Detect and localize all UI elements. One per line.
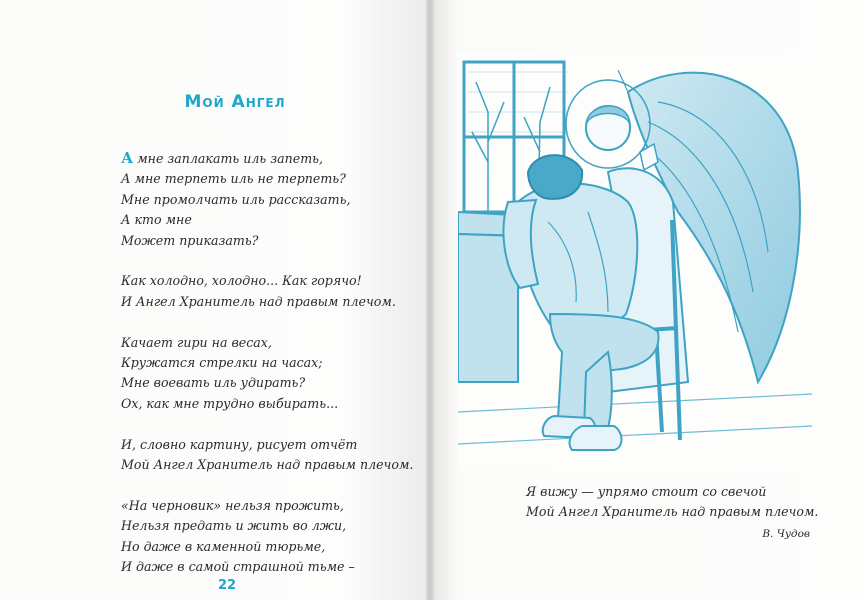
book-gutter [426, 0, 434, 600]
drop-cap: А [121, 149, 134, 167]
stanza-5 [121, 496, 421, 578]
poem-line: Кружатся стрелки на часах; [121, 355, 323, 371]
poem-line-text: мне заплакать иль запеть, [133, 151, 323, 166]
poem-text [121, 148, 421, 598]
stanza-3 [121, 333, 421, 415]
angel-illustration [458, 52, 812, 470]
right-shoe [570, 426, 622, 450]
poem-line: А кто мне [121, 212, 192, 228]
left-page [0, 0, 428, 600]
stanza-2 [121, 271, 421, 312]
poem-line: И Ангел Хранитель над правым плечом. [121, 293, 396, 309]
stanza-4 [121, 435, 421, 476]
poem-line: И даже в самой страшной тьме – [121, 559, 355, 575]
author-signature: В. Чудов [762, 528, 810, 540]
poem-line: «На черновик» нельзя прожить, [121, 497, 344, 513]
poem-line: И, словно картину, рисует отчёт [121, 436, 358, 452]
page-number: 22 [217, 578, 237, 593]
poem-line: Мой Ангел Хранитель над правым плечом. [121, 457, 414, 473]
poem-title: Мой Ангел [184, 92, 286, 112]
caption-line: Мой Ангел Хранитель над правым плечом. [526, 504, 819, 520]
stanza-1 [121, 148, 421, 251]
poem-line: Но даже в каменной тюрьме, [121, 538, 326, 554]
man-head [528, 155, 582, 199]
poem-line: Мне воевать иль удирать? [121, 375, 306, 391]
illustration-caption [526, 482, 846, 523]
poem-line: Может приказать? [121, 232, 259, 248]
poem-line: Мне промолчать иль рассказать, [121, 191, 351, 207]
poem-line [121, 148, 421, 169]
caption-line: Я вижу — упрямо стоит со свечой [526, 484, 767, 499]
poem-line: Качает гири на весах, [121, 334, 272, 350]
poem-line: Как холодно, холодно... Как горячо! [121, 273, 362, 289]
poem-line: Ох, как мне трудно выбирать... [121, 395, 339, 411]
poem-line: Нельзя предать и жить во лжи, [121, 518, 347, 534]
poem-line: А мне терпеть иль не терпеть? [121, 171, 346, 187]
